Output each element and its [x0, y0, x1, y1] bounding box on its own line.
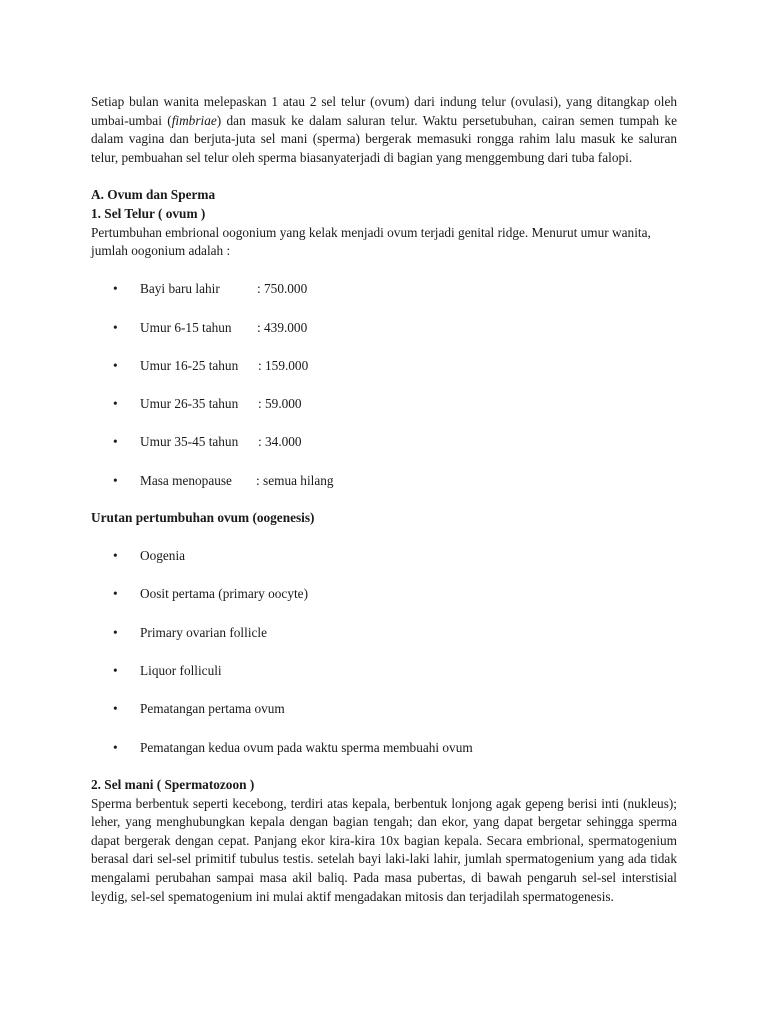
bullet-icon: •	[113, 281, 118, 297]
intro-text-end: ) dan masuk ke dalam saluran telur. Waktu persetubuhan, cairan semen tumpah ke dalam vagina dan berjuta-juta sel mani (sperma) bergerak memasuki rongga rahim lalu masuk ke saluran telur, pembuahan sel telur oleh sperma biasanyaterjadi di bagian yang menggembung dari tuba falopi.	[91, 112, 677, 165]
age-label: Masa menopause	[140, 472, 232, 488]
age-label: Bayi baru lahir	[140, 281, 220, 297]
bullet-icon: •	[113, 662, 118, 678]
section-a-title: A. Ovum dan Sperma	[91, 187, 216, 203]
list-item	[91, 433, 677, 452]
age-value: : semua hilang	[256, 472, 334, 488]
list-item	[91, 662, 677, 681]
bullet-icon: •	[113, 434, 118, 450]
age-label: Umur 26-35 tahun	[140, 396, 239, 412]
subsection-1-text: Pertumbuhan embrional oogonium yang kelak menjadi ovum terjadi genital ridge. Menurut umur wanita, jumlah oogonium adalah :	[91, 224, 651, 259]
oogenesis-step: Primary ovarian follicle	[140, 624, 268, 640]
age-value: : 750.000	[257, 281, 308, 297]
bullet-icon: •	[113, 548, 118, 564]
age-value: : 34.000	[258, 434, 302, 450]
list-item	[91, 585, 677, 604]
bullet-icon: •	[113, 739, 118, 755]
list-item	[91, 280, 677, 299]
subsection-2-title: 2. Sel mani ( Spermatozoon )	[91, 776, 255, 792]
intro-term-fimbriae: fimbriae	[171, 112, 217, 128]
oogenesis-step: Oogenia	[140, 548, 186, 564]
bullet-icon: •	[113, 586, 118, 602]
list-item	[91, 472, 677, 491]
age-label: Umur 16-25 tahun	[140, 357, 239, 373]
list-item	[91, 357, 677, 376]
intro-paragraph	[91, 93, 677, 167]
oogenesis-step: Pematangan pertama ovum	[140, 701, 285, 717]
bullet-icon: •	[113, 357, 118, 373]
bullet-icon: •	[113, 472, 118, 488]
bullet-icon: •	[113, 701, 118, 717]
list-item	[91, 739, 677, 758]
document-page	[91, 93, 677, 906]
list-item	[91, 547, 677, 566]
age-label: Umur 6-15 tahun	[140, 319, 232, 335]
bullet-icon: •	[113, 396, 118, 412]
age-value: : 439.000	[257, 319, 308, 335]
oogenesis-step: Oosit pertama (primary oocyte)	[140, 586, 308, 602]
oogenesis-step: Liquor folliculi	[140, 662, 222, 678]
oogenesis-title: Urutan pertumbuhan ovum (oogenesis)	[91, 510, 315, 526]
list-item	[91, 319, 677, 338]
bullet-icon: •	[113, 319, 118, 335]
oogenesis-step: Pematangan kedua ovum pada waktu sperma membuahi ovum	[140, 739, 473, 755]
age-value: : 159.000	[258, 357, 309, 373]
oogenesis-list	[91, 547, 677, 757]
oogonium-age-list	[91, 280, 677, 490]
subsection-2-text: Sperma berbentuk seperti kecebong, terdiri atas kepala, berbentuk lonjong agak gepeng berisi inti (nukleus); leher, yang menghubungkan kepala dengan bagian tengah; dan ekor, yang dapat bergetar sehingga sperma dapat bergerak dengan cepat. Panjang ekor kira-kira 10x bagian kepala. Secara embrional, spermatogenium berasal dari sel-sel primitif tubulus testis. setelah bayi laki-laki lahir, jumlah spermatogenium yang ada tidak mengalami perubahan sampai masa akil baliq. Pada masa pubertas, di bawah pengaruh sel-sel interstisial leydig, sel-sel spematogenium ini mulai aktif mengadakan mitosis dan terjadilah spermatogenesis.	[91, 795, 677, 904]
list-item	[91, 395, 677, 414]
age-label: Umur 35-45 tahun	[140, 434, 239, 450]
age-value: : 59.000	[258, 396, 302, 412]
bullet-icon: •	[113, 624, 118, 640]
subsection-1-title: 1. Sel Telur ( ovum )	[91, 205, 206, 221]
list-item	[91, 700, 677, 719]
list-item	[91, 624, 677, 643]
intro-text-start: Setiap bulan wanita melepaskan 1 atau 2 sel telur (ovum) dari indung telur (ovulasi), yang ditangkap oleh umbai-umbai (	[91, 94, 677, 128]
